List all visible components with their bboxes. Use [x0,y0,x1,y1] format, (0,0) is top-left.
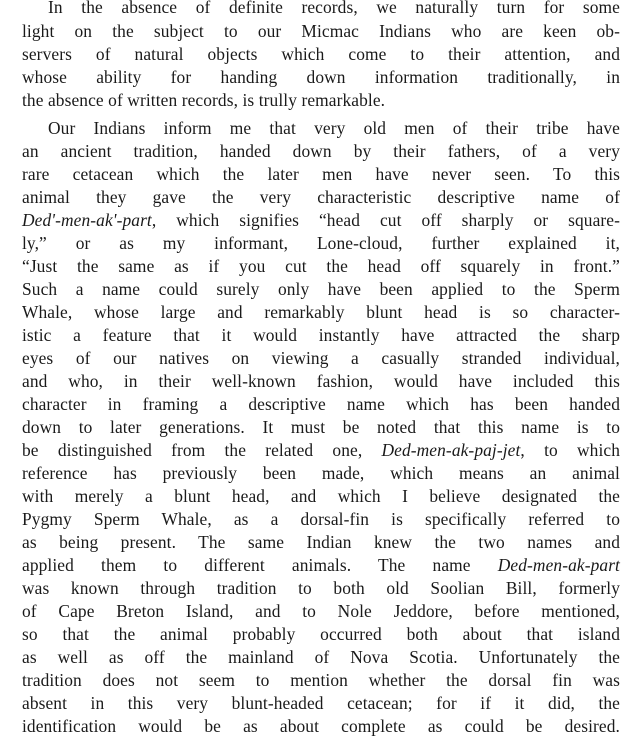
micmac-term: Ded-men-ak-part [497,555,620,575]
text-line: animal they gave the very characteristic descriptive name of [22,187,620,207]
text-line [22,209,620,232]
text-line: of Cape Breton Island, and to Nole Jeddore, before mentioned, [22,601,620,621]
text-line: Whale, whose large and remarkably blunt head is so character- [22,302,620,322]
text-line: rare cetacean which the later men have never seen. To this [22,164,620,184]
text-line: and who, in their well-known fashion, would have included this [22,371,620,391]
text-line: with merely a blunt head, and which I believe designated the [22,486,620,506]
text-line: eyes of our natives on viewing a casually stranded individual, [22,348,620,368]
text-line [22,439,620,462]
micmac-term: Ded'-men-ak'-part [22,210,152,230]
text-line: istic a feature that it would instantly have attracted the sharp [22,325,620,345]
text-line: identification would be as about complete as could be desired. [22,716,620,736]
text-line: character in framing a descriptive name which has been handed [22,394,620,414]
text-line: reference has previously been made, which means an animal [22,463,620,483]
text-line: was known through tradition to both old Soolian Bill, formerly [22,578,620,598]
text-fragment: be distinguished from the related one, [22,440,382,460]
text-fragment: , which signifies “head cut off sharply or square- [151,210,620,230]
text-line: as being present. The same Indian knew the two names and [22,532,620,552]
text-line: the absence of written records, is trully remarkable. [22,90,386,110]
text-line [22,554,620,577]
text-line: ly,” or as my informant, Lone-cloud, further explained it, [22,233,620,253]
text-line: as well as off the mainland of Nova Scotia. Unfortunately the [22,647,620,667]
text-line: servers of natural objects which come to their attention, and [22,44,620,64]
text-line: whose ability for handing down information traditionally, in [22,67,620,87]
text-line: In the absence of definite records, we naturally turn for some [48,0,620,17]
text-line: so that the animal probably occurred both about that island [22,624,620,644]
text-line: Pygmy Sperm Whale, as a dorsal-fin is specifically referred to [22,509,620,529]
text-fragment: applied them to different animals. The name [22,555,498,575]
text-line: down to later generations. It must be noted that this name is to [22,417,620,437]
micmac-term: Ded-men-ak-paj-jet [381,440,521,460]
text-line: Such a name could surely only have been applied to the Sperm [22,279,620,299]
text-line: tradition does not seem to mention whether the dorsal fin was [22,670,620,690]
text-line: absent in this very blunt-headed cetacean; for if it did, the [22,693,620,713]
text-line: “Just the same as if you cut the head off squarely in front.” [22,256,620,276]
text-line: light on the subject to our Micmac Indians who are keen ob- [22,21,620,41]
text-line: an ancient tradition, handed down by their fathers, of a very [22,141,620,161]
text-fragment: , to which [520,440,620,460]
text-line: Our Indians inform me that very old men of their tribe have [48,118,620,138]
